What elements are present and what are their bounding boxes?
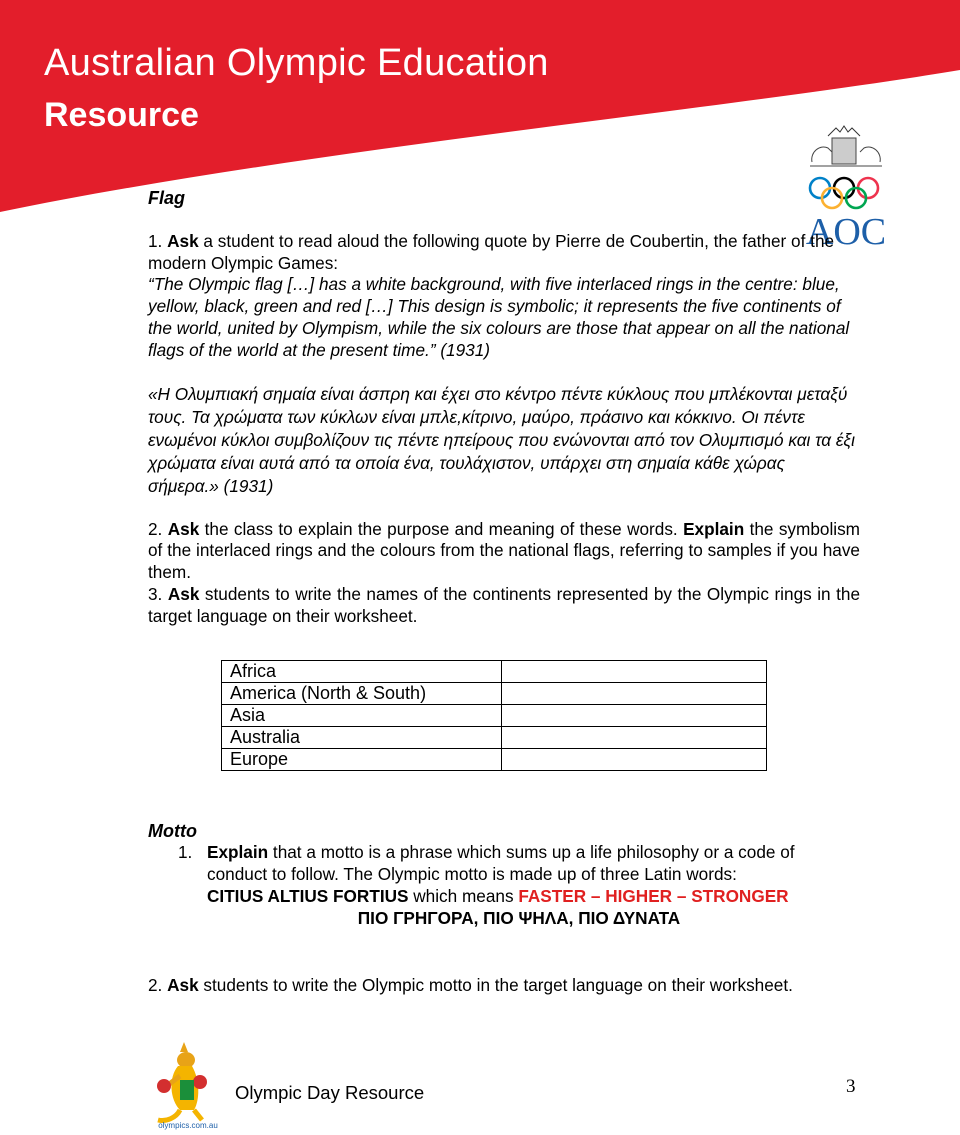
boxing-kangaroo-icon bbox=[157, 1042, 207, 1121]
table-row bbox=[222, 748, 767, 770]
table-row bbox=[222, 726, 767, 748]
continent-name: Africa bbox=[222, 660, 502, 682]
continent-answer-cell[interactable] bbox=[502, 660, 767, 682]
english-motto: FASTER – HIGHER – STRONGER bbox=[518, 885, 789, 906]
logo-url: olympics.com.au bbox=[158, 1121, 218, 1130]
continent-answer-cell[interactable] bbox=[502, 748, 767, 770]
continent-name: Australia bbox=[222, 726, 502, 748]
flag-item-1: 1. Ask a student to read aloud the following quote by Pierre de Coubertin, the father of the modern Olympic Games: bbox=[148, 230, 835, 273]
latin-motto: CITIUS ALTIUS FORTIUS bbox=[207, 885, 409, 906]
flag-item-3: 3. Ask students to write the names of the continents represented by the Olympic rings in the target language on their worksheet. bbox=[148, 583, 860, 626]
page-content bbox=[148, 188, 860, 996]
aoc-text: AOC bbox=[805, 211, 887, 252]
motto-item-2: 2. Ask students to write the Olympic motto in the target language on their worksheet. bbox=[148, 974, 793, 995]
continent-name: Europe bbox=[222, 748, 502, 770]
continents-table bbox=[221, 660, 767, 771]
continent-name: Asia bbox=[222, 704, 502, 726]
flag-heading: Flag bbox=[148, 188, 186, 208]
motto-item-1: 1. Explain that a motto is a phrase which sums up a life philosophy or a code of conduct to follow. The Olympic motto is made up of three Latin words: CITIUS ALTIUS FORTIUS which means FASTER – HIGHER – STRONGER bbox=[178, 842, 795, 906]
footer-text: Olympic Day Resource bbox=[235, 1082, 425, 1103]
motto-heading: Motto bbox=[148, 820, 197, 841]
kangaroo-logo bbox=[150, 1040, 226, 1130]
header-subtitle: Resource bbox=[44, 96, 199, 134]
header-title: Australian Olympic Education bbox=[44, 42, 549, 84]
table-row bbox=[222, 660, 767, 682]
coat-of-arms-icon bbox=[810, 126, 882, 166]
continent-answer-cell[interactable] bbox=[502, 726, 767, 748]
table-row bbox=[222, 704, 767, 726]
greek-quote: «Η Ολυμπιακή σημαία είναι άσπρη και έχει στο κέντρο πέντε κύκλους που μπλέκονται μεταξύ τους. Τα χρώματα των κύκλων είναι μπλε,κίτρινο, μαύρο, πράσινο και κόκκινο. Οι πέντε ενωμένοι κύκλοι συμβολίζουν τις πέντε ηπείρους που ενώνονται από τον Ολυμπισμό και τα έξι χρώματα είναι αυτά από τα οποία ένα, τουλάχιστον, υπάρχει στη σημαία κάθε χώρας σήμερα.» (1931) bbox=[148, 383, 855, 497]
greek-motto: ΠΙΟ ΓΡΗΓΟΡΑ, ΠΙΟ ΨΗΛΑ, ΠΙΟ ΔΥΝΑΤΑ bbox=[357, 907, 681, 928]
continent-answer-cell[interactable] bbox=[502, 704, 767, 726]
continent-name: America (North & South) bbox=[222, 682, 502, 704]
table-row bbox=[222, 682, 767, 704]
continent-answer-cell[interactable] bbox=[502, 682, 767, 704]
page-number: 3 bbox=[846, 1076, 856, 1097]
flag-item-2: 2. Ask the class to explain the purpose and meaning of these words. Explain the symbolism of the interlaced rings and the colours from the national flags, referring to samples if you have them. bbox=[148, 518, 860, 583]
coubertin-quote: “The Olympic flag […] has a white background, with five interlaced rings in the centre: blue, yellow, black, green and red […] This design is symbolic; it represents the five continents of the world, united by Olympism, while the six colours are those that appear on all the national flags of the world at the present time.” (1931) bbox=[148, 274, 850, 360]
